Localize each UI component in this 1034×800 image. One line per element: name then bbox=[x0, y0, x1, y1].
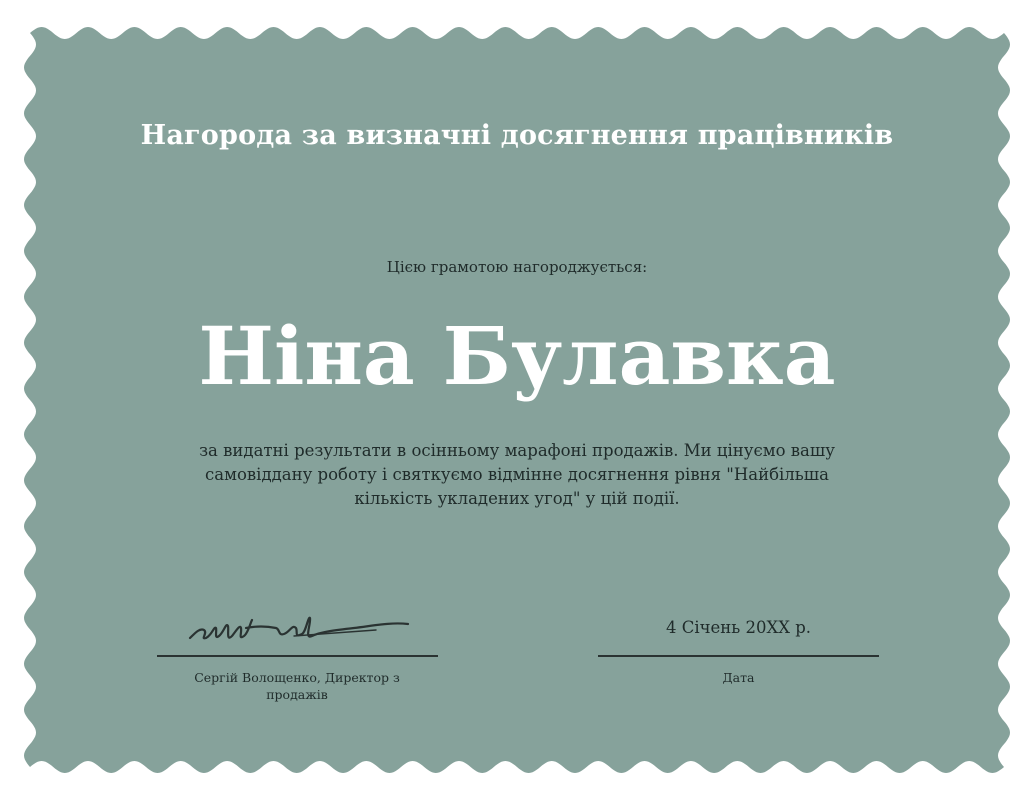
signature-line bbox=[157, 655, 438, 657]
presented-to-label: Цією грамотою нагороджується: bbox=[386, 258, 648, 276]
award-date: 4 Січень 20XX р. bbox=[665, 618, 812, 637]
date-line bbox=[598, 655, 879, 657]
award-title: Нагорода за визначні досягнення працівників bbox=[140, 120, 894, 151]
signer-name-title: Сергій Волощенко, Директор з продажів bbox=[194, 670, 400, 702]
award-description: за видатні результати в осінньому марафоні продажів. Ми цінуємо вашу самовіддану роботу і святкуємо відмінне досягнення рівня "Найбільша кількість укладених угод" у цій події. bbox=[199, 441, 835, 508]
date-label: Дата bbox=[722, 670, 755, 685]
recipient-name: Ніна Булавка bbox=[198, 309, 836, 403]
signature-icon bbox=[186, 606, 412, 648]
